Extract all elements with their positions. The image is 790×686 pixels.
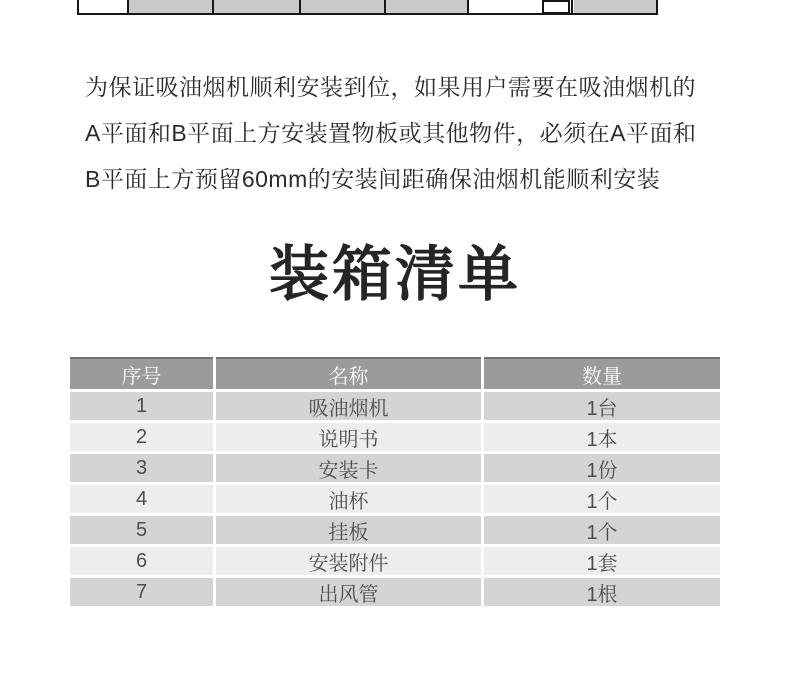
packing-list-title: 装箱清单 — [269, 241, 521, 308]
table-cell-qty: 1套 — [484, 547, 720, 575]
table-cell-name: 说明书 — [216, 423, 481, 451]
column-header-qty: 数量 — [484, 357, 720, 389]
diagram-divider — [77, 0, 79, 13]
table-cell-qty: 1份 — [484, 454, 720, 482]
table-cell-qty: 1根 — [484, 578, 720, 606]
table-cell-no: 7 — [70, 578, 213, 606]
diagram-cell-white — [79, 0, 127, 13]
diagram-cell-gray — [214, 0, 299, 13]
table-cell-qty: 1个 — [484, 516, 720, 544]
diagram-divider — [212, 0, 214, 13]
table-cell-qty: 1台 — [484, 392, 720, 420]
install-note-paragraph — [85, 64, 725, 202]
diagram-cell-gray — [574, 0, 656, 13]
diagram-divider — [656, 0, 658, 13]
diagram-small-box — [542, 0, 570, 14]
column-header-no: 序号 — [70, 357, 213, 389]
table-cell-no: 3 — [70, 454, 213, 482]
column-header-name: 名称 — [216, 357, 481, 389]
table-cell-qty: 1本 — [484, 423, 720, 451]
diagram-cell-gray — [301, 0, 384, 13]
diagram-baseline — [77, 13, 658, 15]
table-cell-no: 6 — [70, 547, 213, 575]
diagram-cell-white — [469, 0, 542, 13]
cropped-diagram-strip — [77, 0, 658, 15]
table-cell-name: 吸油烟机 — [216, 392, 481, 420]
table-cell-name: 出风管 — [216, 578, 481, 606]
diagram-cell-gray — [129, 0, 212, 13]
table-cell-no: 5 — [70, 516, 213, 544]
table-cell-no: 2 — [70, 423, 213, 451]
packing-list-table — [70, 357, 720, 606]
diagram-divider — [571, 0, 573, 13]
table-cell-qty: 1个 — [484, 485, 720, 513]
paragraph-line: A平面和B平面上方安装置物板或其他物件，必须在A平面和 — [85, 120, 697, 146]
table-cell-no: 4 — [70, 485, 213, 513]
table-cell-name: 安装附件 — [216, 547, 481, 575]
paragraph-line: B平面上方预留60mm的安装间距确保油烟机能顺利安装 — [85, 166, 661, 192]
diagram-divider — [467, 0, 469, 13]
diagram-cell-gray — [386, 0, 467, 13]
diagram-divider — [299, 0, 301, 13]
table-cell-name: 挂板 — [216, 516, 481, 544]
diagram-divider — [127, 0, 129, 13]
diagram-divider — [384, 0, 386, 13]
paragraph-line: 为保证吸油烟机顺利安装到位，如果用户需要在吸油烟机的 — [85, 74, 696, 100]
table-cell-no: 1 — [70, 392, 213, 420]
table-cell-name: 安装卡 — [216, 454, 481, 482]
table-cell-name: 油杯 — [216, 485, 481, 513]
